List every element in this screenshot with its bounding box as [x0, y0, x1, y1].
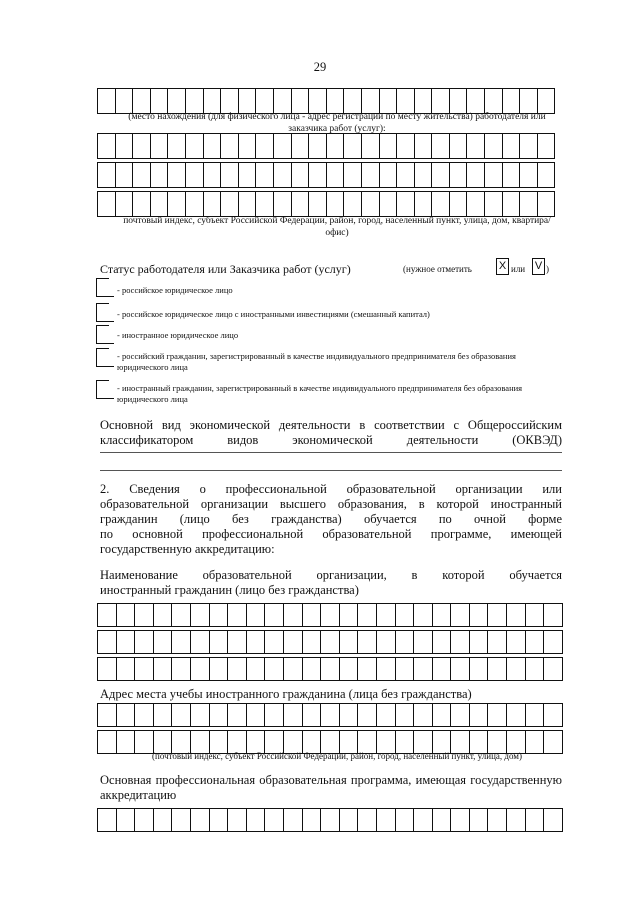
grid-cell[interactable]	[414, 703, 433, 727]
grid-cell[interactable]	[133, 162, 151, 188]
grid-cell[interactable]	[303, 603, 322, 627]
grid-cell[interactable]	[116, 191, 134, 217]
grid-cell[interactable]	[520, 191, 538, 217]
grid-cell[interactable]	[151, 133, 169, 159]
grid-cell[interactable]	[433, 630, 452, 654]
grid-cell[interactable]	[380, 191, 398, 217]
grid-cell[interactable]	[503, 191, 521, 217]
grid-cell[interactable]	[467, 191, 485, 217]
status-checkbox-3[interactable]	[96, 325, 109, 344]
okved-line-2: классификатором видов экономической деятельности (ОКВЭД)	[100, 433, 562, 447]
postal-caption: почтовый индекс, субъект Российской Федерации, район, город, населенный пункт, улица, дом, квартира/офис)	[123, 216, 551, 238]
grid-cell[interactable]	[303, 808, 322, 832]
grid-cell[interactable]	[116, 162, 134, 188]
grid-cell[interactable]	[172, 808, 191, 832]
grid-cell[interactable]	[377, 808, 396, 832]
grid-cell[interactable]	[321, 808, 340, 832]
grid-cell[interactable]	[450, 191, 468, 217]
grid-cell[interactable]	[470, 603, 489, 627]
grid-cell[interactable]	[503, 133, 521, 159]
grid-cell[interactable]	[256, 133, 274, 159]
mark-v-example: V	[532, 258, 545, 275]
grid-cell[interactable]	[451, 657, 470, 681]
grid-cell[interactable]	[172, 630, 191, 654]
grid-cell[interactable]	[433, 657, 452, 681]
grid-cell[interactable]	[210, 808, 229, 832]
grid-cell[interactable]	[221, 191, 239, 217]
grid-cell[interactable]	[292, 133, 310, 159]
grid-cell[interactable]	[544, 603, 563, 627]
grid-cell[interactable]	[344, 191, 362, 217]
grid-cell[interactable]	[154, 630, 173, 654]
grid-cell[interactable]	[309, 191, 327, 217]
grid-cell[interactable]	[247, 603, 266, 627]
grid-cell[interactable]	[396, 630, 415, 654]
mark-x-example: X	[496, 258, 509, 275]
grid-cell[interactable]	[526, 703, 545, 727]
grid-cell[interactable]	[414, 630, 433, 654]
grid-cell[interactable]	[470, 630, 489, 654]
grid-cell[interactable]	[377, 603, 396, 627]
grid-cell[interactable]	[117, 703, 136, 727]
grid-cell[interactable]	[544, 630, 563, 654]
address-caption: (почтовый индекс, субъект Российской Федерации, район, город, населенный пункт, улица, дом)	[152, 751, 522, 761]
grid-cell[interactable]	[204, 162, 222, 188]
grid-cell[interactable]	[265, 657, 284, 681]
grid-cell[interactable]	[340, 603, 359, 627]
grid-cell[interactable]	[265, 603, 284, 627]
grid-cell[interactable]	[380, 162, 398, 188]
grid-cell[interactable]	[228, 808, 247, 832]
grid-cell[interactable]	[432, 133, 450, 159]
grid-cell[interactable]	[488, 703, 507, 727]
grid-cell[interactable]	[133, 133, 151, 159]
grid-cell[interactable]	[210, 630, 229, 654]
status-hint-text: (нужное отметить	[403, 264, 472, 274]
grid-cell[interactable]	[520, 133, 538, 159]
grid-cell[interactable]	[544, 703, 563, 727]
grid-cell[interactable]	[377, 657, 396, 681]
grid-cell[interactable]	[415, 191, 433, 217]
grid-cell[interactable]	[151, 191, 169, 217]
grid-cell[interactable]	[380, 133, 398, 159]
grid-cell[interactable]	[135, 603, 154, 627]
grid-cell[interactable]	[117, 808, 136, 832]
grid-cell[interactable]	[228, 603, 247, 627]
grid-cell[interactable]	[135, 630, 154, 654]
grid-cell[interactable]	[450, 162, 468, 188]
grid-cell[interactable]	[321, 657, 340, 681]
status-option-5: - иностранный гражданин, зарегистрированный в качестве индивидуального предпринимателя без образования юридического лица	[117, 383, 523, 404]
grid-cell[interactable]	[98, 603, 117, 627]
grid-cell[interactable]	[451, 703, 470, 727]
grid-cell[interactable]	[309, 162, 327, 188]
grid-cell[interactable]	[154, 808, 173, 832]
grid-cell[interactable]	[265, 808, 284, 832]
grid-cell[interactable]	[467, 162, 485, 188]
grid-cell[interactable]	[168, 133, 186, 159]
grid-cell[interactable]	[526, 630, 545, 654]
grid-cell[interactable]	[358, 603, 377, 627]
grid-cell[interactable]	[414, 603, 433, 627]
grid-cell[interactable]	[135, 703, 154, 727]
grid-cell[interactable]	[210, 703, 229, 727]
status-hint	[403, 264, 472, 274]
section2-heading-line-4: по основной профессиональной образовательной программе, имеющей	[100, 527, 562, 541]
section2-heading-line-1: 2. Сведения о профессиональной образовательной организации или	[100, 482, 562, 496]
grid-cell[interactable]	[239, 133, 257, 159]
grid-cell[interactable]	[340, 703, 359, 727]
grid-cell[interactable]	[451, 808, 470, 832]
grid-cell[interactable]	[221, 162, 239, 188]
grid-cell[interactable]	[327, 191, 345, 217]
grid-cell[interactable]	[117, 603, 136, 627]
status-checkbox-5[interactable]	[96, 380, 109, 399]
grid-cell[interactable]	[186, 191, 204, 217]
grid-cell[interactable]	[221, 133, 239, 159]
grid-cell[interactable]	[358, 657, 377, 681]
grid-cell[interactable]	[396, 703, 415, 727]
grid-cell[interactable]	[362, 133, 380, 159]
employer-grid-row-3[interactable]	[97, 191, 555, 217]
grid-cell[interactable]	[432, 162, 450, 188]
grid-cell[interactable]	[191, 703, 210, 727]
grid-cell[interactable]	[544, 808, 563, 832]
grid-cell[interactable]	[544, 657, 563, 681]
status-option-1: - российское юридическое лицо	[117, 285, 233, 295]
grid-cell[interactable]	[450, 133, 468, 159]
section2-heading-line-3: гражданин (лицо без гражданства) обучается по очной форме	[100, 512, 562, 526]
page-number: 29	[313, 60, 327, 74]
org-name-grid-row-3[interactable]	[97, 657, 563, 681]
grid-cell[interactable]	[358, 630, 377, 654]
grid-cell[interactable]	[98, 133, 116, 159]
grid-cell[interactable]	[172, 657, 191, 681]
grid-cell[interactable]	[488, 603, 507, 627]
grid-cell[interactable]	[396, 808, 415, 832]
grid-cell[interactable]	[117, 657, 136, 681]
grid-cell[interactable]	[507, 808, 526, 832]
grid-cell[interactable]	[433, 703, 452, 727]
close-paren: )	[546, 264, 549, 274]
grid-cell[interactable]	[135, 808, 154, 832]
status-option-4: - российский гражданин, зарегистрированный в качестве индивидуального предпринимателя без образования юридического лица	[117, 351, 516, 372]
grid-cell[interactable]	[470, 703, 489, 727]
grid-cell[interactable]	[488, 808, 507, 832]
grid-cell[interactable]	[433, 603, 452, 627]
location-caption: (место нахождения (для физического лица - адрес регистрации по месту жительства) работодателя или заказчика работ (услуг):	[128, 112, 546, 134]
grid-cell[interactable]	[135, 657, 154, 681]
org-name-grid-row-2[interactable]	[97, 630, 563, 654]
grid-cell[interactable]	[340, 657, 359, 681]
grid-cell[interactable]	[507, 630, 526, 654]
grid-cell[interactable]	[470, 808, 489, 832]
grid-cell[interactable]	[172, 603, 191, 627]
grid-cell[interactable]	[98, 191, 116, 217]
grid-cell[interactable]	[377, 703, 396, 727]
grid-cell[interactable]	[340, 808, 359, 832]
section2-heading-line-5: государственную аккредитацию:	[100, 542, 275, 556]
grid-cell[interactable]	[396, 657, 415, 681]
grid-cell[interactable]	[377, 630, 396, 654]
grid-cell[interactable]	[274, 191, 292, 217]
org-name-grid-row-1[interactable]	[97, 603, 563, 627]
grid-cell[interactable]	[303, 630, 322, 654]
grid-cell[interactable]	[154, 703, 173, 727]
grid-cell[interactable]	[362, 191, 380, 217]
grid-cell[interactable]	[451, 630, 470, 654]
address-grid-row-1[interactable]	[97, 703, 563, 727]
grid-cell[interactable]	[432, 191, 450, 217]
grid-cell[interactable]	[485, 162, 503, 188]
grid-cell[interactable]	[303, 657, 322, 681]
grid-cell[interactable]	[210, 657, 229, 681]
grid-cell[interactable]	[520, 162, 538, 188]
grid-cell[interactable]	[538, 162, 556, 188]
status-option-3: - иностранное юридическое лицо	[117, 330, 239, 340]
grid-cell[interactable]	[284, 603, 303, 627]
grid-cell[interactable]	[344, 133, 362, 159]
grid-cell[interactable]	[507, 603, 526, 627]
status-label: Статус работодателя или Заказчика работ (услуг)	[100, 262, 351, 276]
grid-cell[interactable]	[485, 133, 503, 159]
grid-cell[interactable]	[327, 162, 345, 188]
grid-cell[interactable]	[247, 808, 266, 832]
okved-answer-line-1[interactable]	[100, 452, 562, 453]
grid-cell[interactable]	[321, 630, 340, 654]
grid-cell[interactable]	[151, 162, 169, 188]
grid-cell[interactable]	[292, 191, 310, 217]
program-label-line-1: Основная профессиональная образовательная программа, имеющая государственную	[100, 773, 562, 787]
grid-cell[interactable]	[284, 703, 303, 727]
grid-cell[interactable]	[191, 657, 210, 681]
grid-cell[interactable]	[503, 162, 521, 188]
okved-answer-line-2[interactable]	[100, 470, 562, 471]
grid-cell[interactable]	[488, 630, 507, 654]
grid-cell[interactable]	[321, 603, 340, 627]
grid-cell[interactable]	[470, 657, 489, 681]
grid-cell[interactable]	[358, 703, 377, 727]
grid-cell[interactable]	[191, 603, 210, 627]
grid-cell[interactable]	[210, 603, 229, 627]
grid-cell[interactable]	[414, 808, 433, 832]
okved-line-1: Основной вид экономической деятельности в соответствии с Общероссийским	[100, 418, 562, 432]
grid-cell[interactable]	[433, 808, 452, 832]
grid-cell[interactable]	[133, 191, 151, 217]
grid-cell[interactable]	[168, 162, 186, 188]
grid-cell[interactable]	[274, 162, 292, 188]
grid-cell[interactable]	[274, 133, 292, 159]
org-name-label-line-1: Наименование образовательной организации, в которой обучается	[100, 568, 562, 582]
grid-cell[interactable]	[415, 133, 433, 159]
grid-cell[interactable]	[98, 657, 117, 681]
grid-cell[interactable]	[451, 603, 470, 627]
grid-cell[interactable]	[538, 191, 556, 217]
grid-cell[interactable]	[191, 808, 210, 832]
grid-cell[interactable]	[284, 808, 303, 832]
grid-cell[interactable]	[117, 630, 136, 654]
grid-cell[interactable]	[397, 191, 415, 217]
program-grid-row-1[interactable]	[97, 808, 563, 832]
grid-cell[interactable]	[284, 657, 303, 681]
grid-cell[interactable]	[154, 603, 173, 627]
grid-cell[interactable]	[321, 703, 340, 727]
grid-cell[interactable]	[507, 657, 526, 681]
grid-cell[interactable]	[256, 191, 274, 217]
status-option-2: - российское юридическое лицо с иностранными инвестициями (смешанный капитал)	[117, 309, 430, 319]
employer-grid-row-2[interactable]	[97, 162, 555, 188]
program-label-line-2: аккредитацию	[100, 788, 177, 802]
org-name-label-line-2: иностранный гражданин (лицо без гражданства)	[100, 583, 359, 597]
grid-cell[interactable]	[247, 657, 266, 681]
section2-heading-line-2: образовательной организации высшего образования, в которой иностранный	[100, 497, 562, 511]
grid-cell[interactable]	[154, 657, 173, 681]
grid-cell[interactable]	[186, 133, 204, 159]
grid-cell[interactable]	[488, 657, 507, 681]
grid-cell[interactable]	[303, 703, 322, 727]
grid-cell[interactable]	[172, 703, 191, 727]
grid-cell[interactable]	[191, 630, 210, 654]
grid-cell[interactable]	[467, 133, 485, 159]
grid-cell[interactable]	[396, 603, 415, 627]
grid-cell[interactable]	[98, 630, 117, 654]
grid-cell[interactable]	[239, 191, 257, 217]
grid-cell[interactable]	[526, 603, 545, 627]
grid-cell[interactable]	[98, 162, 116, 188]
grid-cell[interactable]	[284, 630, 303, 654]
status-checkbox-1[interactable]	[96, 278, 109, 297]
grid-cell[interactable]	[397, 133, 415, 159]
grid-cell[interactable]	[204, 133, 222, 159]
grid-cell[interactable]	[168, 191, 186, 217]
grid-cell[interactable]	[507, 703, 526, 727]
status-checkbox-4[interactable]	[96, 348, 109, 367]
grid-cell[interactable]	[186, 162, 204, 188]
grid-cell[interactable]	[204, 191, 222, 217]
grid-cell[interactable]	[485, 191, 503, 217]
grid-cell[interactable]	[116, 133, 134, 159]
status-checkbox-2[interactable]	[96, 303, 109, 322]
grid-cell[interactable]	[526, 808, 545, 832]
grid-cell[interactable]	[327, 133, 345, 159]
grid-cell[interactable]	[239, 162, 257, 188]
address-label: Адрес места учебы иностранного гражданина (лица без гражданства)	[100, 687, 472, 701]
grid-cell[interactable]	[309, 133, 327, 159]
grid-cell[interactable]	[538, 133, 556, 159]
grid-cell[interactable]	[256, 162, 274, 188]
grid-cell[interactable]	[228, 657, 247, 681]
grid-cell[interactable]	[98, 703, 117, 727]
grid-cell[interactable]	[247, 703, 266, 727]
grid-cell[interactable]	[98, 808, 117, 832]
grid-cell[interactable]	[415, 162, 433, 188]
or-text: или	[511, 264, 526, 274]
grid-cell[interactable]	[358, 808, 377, 832]
grid-cell[interactable]	[228, 630, 247, 654]
grid-cell[interactable]	[228, 703, 247, 727]
grid-cell[interactable]	[265, 703, 284, 727]
grid-cell[interactable]	[265, 630, 284, 654]
grid-cell[interactable]	[362, 162, 380, 188]
grid-cell[interactable]	[344, 162, 362, 188]
grid-cell[interactable]	[414, 657, 433, 681]
grid-cell[interactable]	[526, 657, 545, 681]
grid-cell[interactable]	[340, 630, 359, 654]
employer-grid-row-1[interactable]	[97, 133, 555, 159]
grid-cell[interactable]	[247, 630, 266, 654]
grid-cell[interactable]	[397, 162, 415, 188]
grid-cell[interactable]	[292, 162, 310, 188]
